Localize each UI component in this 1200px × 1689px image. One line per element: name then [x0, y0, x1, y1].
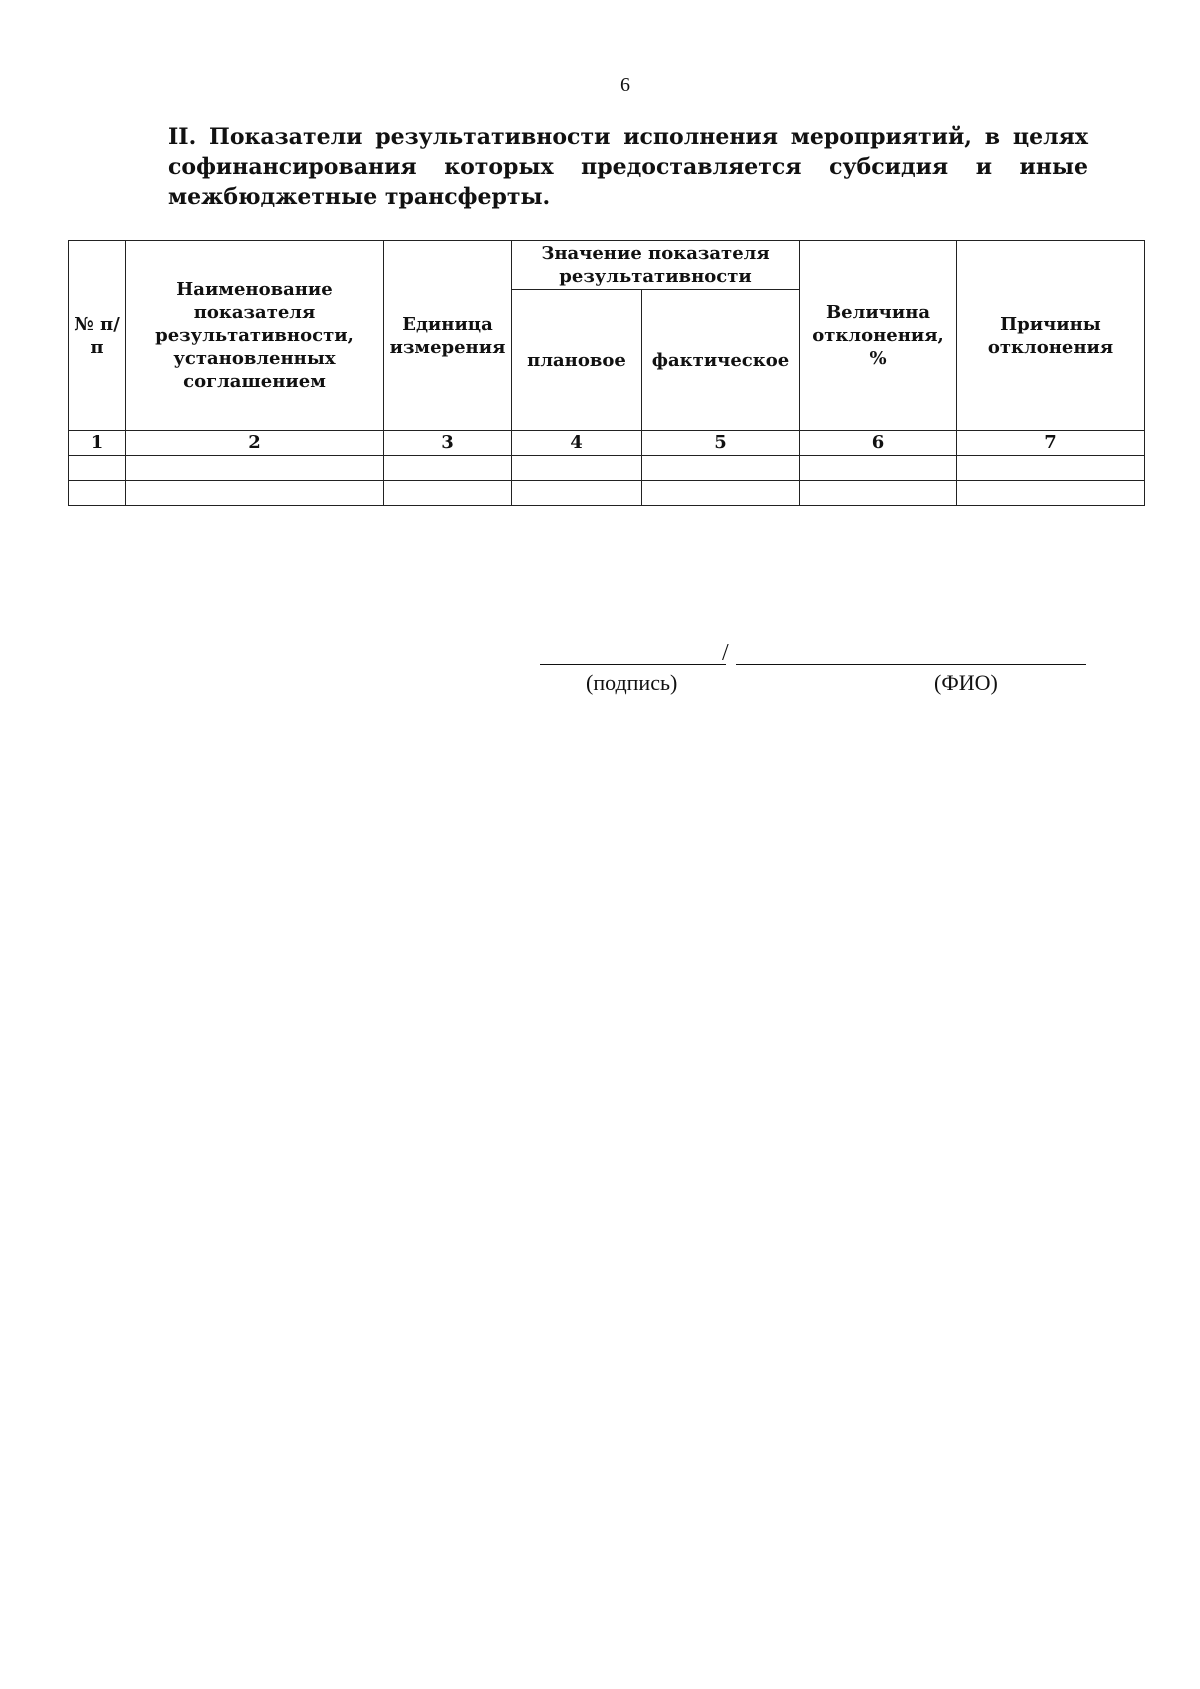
- table-cell: [957, 481, 1145, 506]
- header-number: № п/п: [69, 241, 126, 431]
- indicators-table: [68, 240, 1145, 506]
- section-heading-line-1: II. Показатели результативности исполнения мероприятий, в целях: [168, 124, 1088, 150]
- section-heading: [168, 122, 1088, 212]
- column-number: 6: [800, 431, 957, 456]
- section-heading-line-2: софинансирования которых предоставляется субсидия и иные: [168, 154, 1088, 180]
- table-cell: [512, 481, 642, 506]
- header-reasons: Причины отклонения: [957, 241, 1145, 431]
- table-row: [69, 481, 1145, 506]
- page-number: 6: [620, 74, 630, 96]
- signature-block: [540, 640, 1090, 700]
- table-cell: [126, 456, 384, 481]
- table-cell: [800, 481, 957, 506]
- column-number: 2: [126, 431, 384, 456]
- table-cell: [642, 456, 800, 481]
- table-cell: [69, 481, 126, 506]
- table-cell: [957, 456, 1145, 481]
- column-number: 3: [384, 431, 512, 456]
- table-cell: [800, 456, 957, 481]
- header-actual: фактическое: [642, 290, 800, 431]
- table-cell: [384, 456, 512, 481]
- column-number: 7: [957, 431, 1145, 456]
- signature-caption: (подпись): [586, 670, 678, 695]
- table-cell: [384, 481, 512, 506]
- header-indicator-name: Наименование показателя результативности, установленных соглашением: [126, 241, 384, 431]
- column-number-row: [69, 431, 1145, 456]
- header-unit: Единица измерения: [384, 241, 512, 431]
- signature-separator: /: [722, 640, 729, 666]
- header-value-group: Значение показателя результативности: [512, 241, 800, 290]
- column-number: 5: [642, 431, 800, 456]
- column-number: 1: [69, 431, 126, 456]
- name-caption: (ФИО): [934, 670, 998, 695]
- table-cell: [69, 456, 126, 481]
- column-number: 4: [512, 431, 642, 456]
- table-cell: [126, 481, 384, 506]
- header-planned: плановое: [512, 290, 642, 431]
- name-line: [736, 664, 1086, 665]
- header-deviation: Величина отклонения, %: [800, 241, 957, 431]
- table-cell: [642, 481, 800, 506]
- table-row: [69, 456, 1145, 481]
- table-cell: [512, 456, 642, 481]
- signature-line: [540, 664, 726, 665]
- section-heading-line-3: межбюджетные трансферты.: [168, 184, 551, 210]
